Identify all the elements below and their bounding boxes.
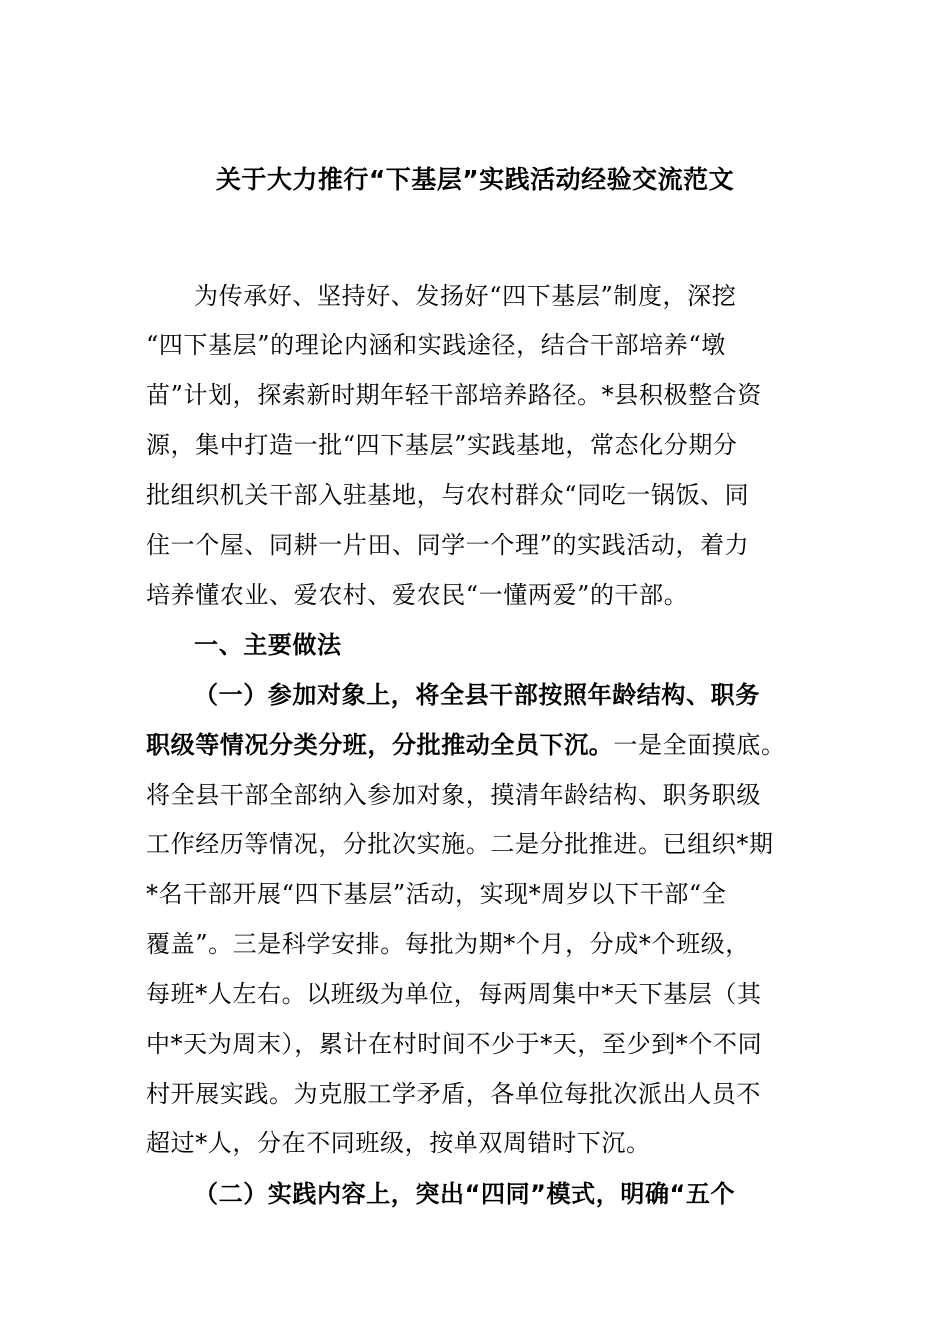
section-heading: 一、主要做法 [194, 631, 342, 659]
subsection-1-line-2-tail: 一是全面摸底。 [613, 731, 786, 759]
subsection-1-line-10: 超过*人，分在不同班级，按单双周错时下沉。 [146, 1129, 651, 1157]
subsection-1-line-5: *名干部开展“四下基层”活动，实现*周岁以下干部“全 [146, 880, 727, 908]
subsection-1-heading-line-1: （一）参加对象上，将全县干部按照年龄结构、职务 [194, 681, 760, 709]
subsection-1-line-4: 工作经历等情况，分批次实施。二是分批推进。已组织*期 [146, 830, 774, 858]
intro-line-6: 住一个屋、同耕一片田、同学一个理”的实践活动，着力 [146, 531, 750, 559]
intro-line-2: “四下基层”的理论内涵和实践途径，结合干部培养“墩 [146, 331, 726, 359]
intro-line-5: 批组织机关干部入驻基地，与农村群众“同吃一锅饭、同 [146, 481, 750, 509]
intro-line-7: 培养懂农业、爱农村、爱农民“一懂两爱”的干部。 [146, 581, 689, 609]
document-title: 关于大力推行“下基层”实践活动经验交流范文 [215, 165, 735, 194]
subsection-1-line-9: 村开展实践。为克服工学矛盾，各单位每批次派出人员不 [146, 1080, 761, 1108]
subsection-1-heading-line-2: 职级等情况分类分班，分批推动全员下沉。 [146, 731, 614, 759]
subsection-1-line-7: 每班*人左右。以班级为单位，每两周集中*天下基层（其 [146, 980, 762, 1008]
intro-line-3: 苗”计划，探索新时期年轻干部培养路径。*县积极整合资 [146, 381, 762, 409]
intro-line-1: 为传承好、坚持好、发扬好“四下基层”制度，深挖 [194, 282, 737, 310]
intro-line-4: 源，集中打造一批“四下基层”实践基地，常态化分期分 [146, 431, 738, 459]
subsection-1-line-2 [146, 727, 786, 763]
subsection-1-line-6: 覆盖”。三是科学安排。每批为期*个月，分成*个班级， [146, 930, 750, 958]
subsection-1-line-8: 中*天为周末），累计在村时间不少于*天，至少到*个不同 [146, 1030, 763, 1058]
subsection-2-heading-line-1: （二）实践内容上，突出“四同”模式，明确“五个 [194, 1180, 736, 1208]
subsection-1-line-3: 将全县干部全部纳入参加对象，摸清年龄结构、职务职级 [146, 781, 761, 809]
